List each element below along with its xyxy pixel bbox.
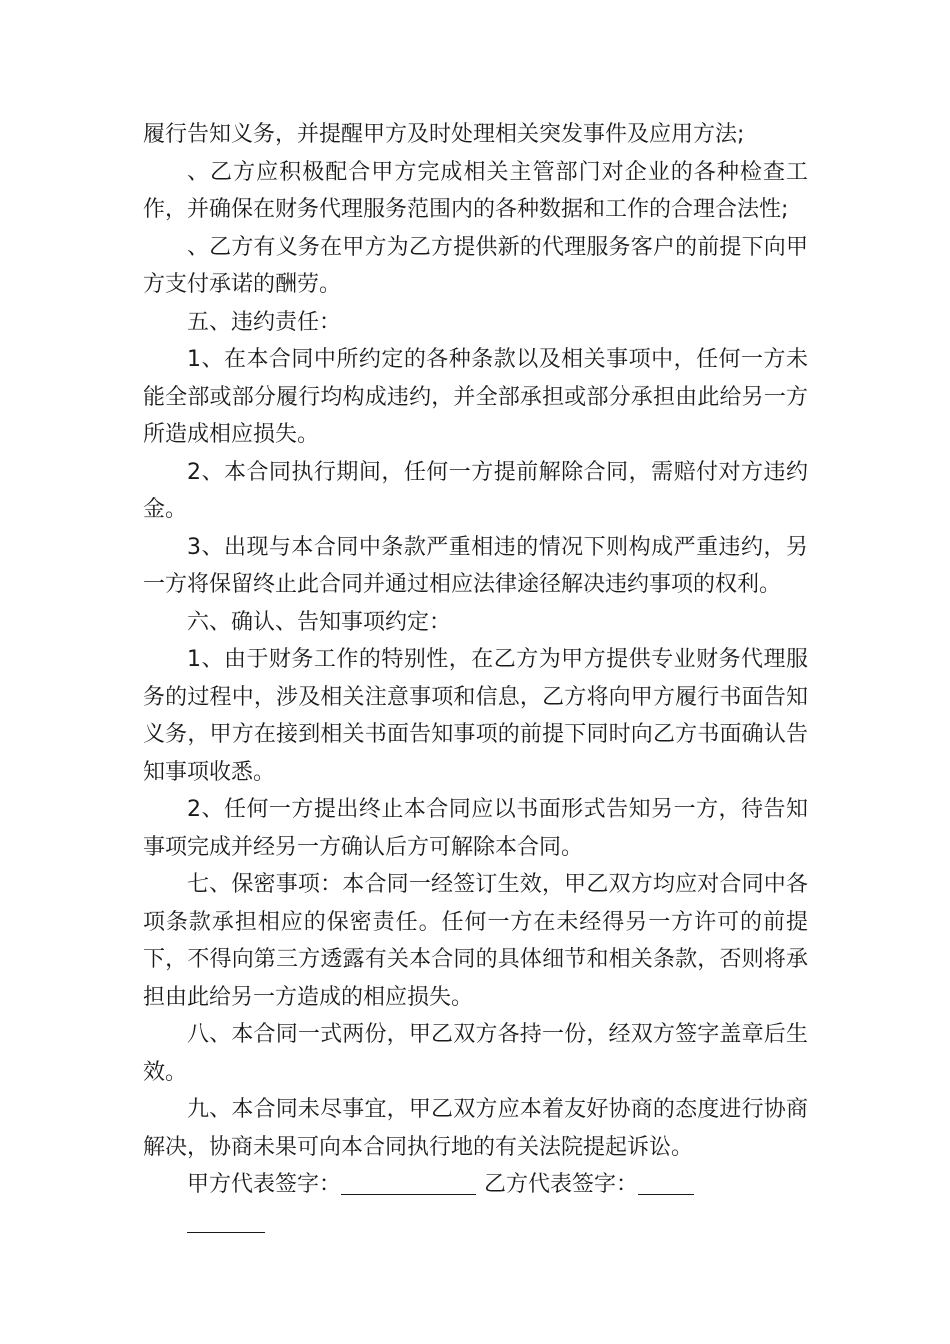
paragraph-copies: 八、本合同一式两份，甲乙双方各持一份，经双方签字盖章后生效。 (143, 1022, 808, 1085)
heading-confirmation-notice: 六、确认、告知事项约定： (187, 609, 452, 635)
party-a-signature-line[interactable] (341, 1170, 476, 1195)
party-b-signature-line-end[interactable] (187, 1208, 265, 1233)
paragraph-pay-commission: 、乙方有义务在甲方为乙方提供新的代理服务客户的前提下向甲方支付承诺的酬劳。 (143, 234, 808, 297)
paragraph-notify-duty: 履行告知义务，并提醒甲方及时处理相关突发事件及应用方法; (143, 122, 745, 147)
party-b-signature-line-continued (143, 1204, 808, 1242)
party-a-signature-label: 甲方代表签字： (187, 1172, 342, 1197)
paragraph-breach-3: 3、出现与本合同中条款严重相违的情况下则构成严重违约，另一方将保留终止此合同并通过相应法律途径解决违约事项的权利。 (143, 534, 808, 597)
party-b-signature-label: 乙方代表签字： (484, 1172, 639, 1197)
paragraph-confidentiality: 七、保密事项：本合同一经签订生效，甲乙双方均应对合同中各项条款承担相应的保密责任。任何一方在未经得另一方许可的前提下，不得向第三方透露有关本合同的具体细节和相关条款，否则将承担由此给另一方造成的相应损失。 (143, 872, 808, 1010)
paragraph-breach-1: 1、在本合同中所约定的各种条款以及相关事项中，任何一方未能全部或部分履行均构成违约，并全部承担或部分承担由此给另一方所造成相应损失。 (143, 347, 808, 447)
heading-breach-liability: 五、违约责任： (187, 309, 342, 335)
signature-row (143, 1166, 808, 1204)
party-b-signature-line[interactable] (638, 1170, 694, 1195)
paragraph-dispute-resolution: 九、本合同未尽事宜，甲乙双方应本着友好协商的态度进行协商解决，协商未果可向本合同执行地的有关法院提起诉讼。 (143, 1097, 808, 1160)
paragraph-breach-2: 2、本合同执行期间，任何一方提前解除合同，需赔付对方违约金。 (143, 459, 808, 522)
paragraph-confirmation-1: 1、由于财务工作的特别性，在乙方为甲方提供专业财务代理服务的过程中，涉及相关注意事项和信息，乙方将向甲方履行书面告知义务，甲方在接到相关书面告知事项的前提下同时向乙方书面确认告知事项收悉。 (143, 647, 808, 785)
document-body (143, 116, 808, 1241)
paragraph-cooperate-inspection: 、乙方应积极配合甲方完成相关主管部门对企业的各种检查工作，并确保在财务代理服务范围内的各种数据和工作的合理合法性; (143, 159, 808, 222)
paragraph-confirmation-2: 2、任何一方提出终止本合同应以书面形式告知另一方，待告知事项完成并经另一方确认后方可解除本合同。 (143, 797, 808, 860)
